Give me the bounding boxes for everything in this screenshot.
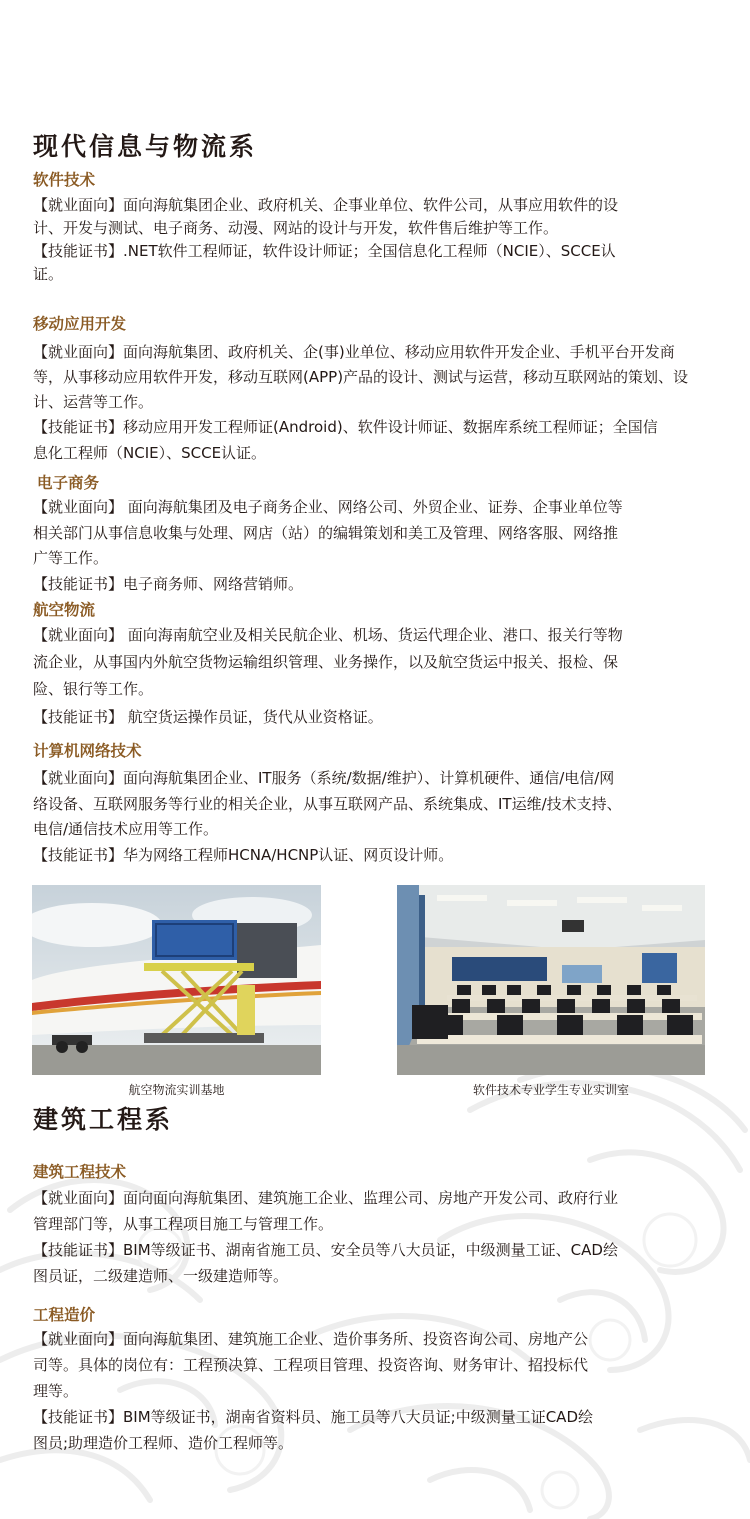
section-title-mobile: 移动应用开发 [33,315,127,333]
section-title-ecommerce: 电子商务 [37,474,100,492]
section-title-networking: 计算机网络技术 [33,742,142,760]
section-line: 【技能证书】电子商务师、网络营销师。 [33,575,304,593]
section-line: 管理部门等，从事工程项目施工与管理工作。 [33,1215,334,1233]
section-line: 流企业，从事国内外航空货物运输组织管理、业务操作，以及航空货运中报关、报检、保 [33,653,619,671]
section-line: 【就业面向】面向海航集团企业、政府机关、企事业单位、软件公司，从事应用软件的设 [33,196,619,214]
section-line: 【就业面向】 面向海南航空业及相关民航企业、机场、货运代理企业、港口、报关行等物 [33,626,623,644]
section-line: 等，从事移动应用软件开发，移动互联网(APP)产品的设计、测试与运营，移动互联网站的策划、设 [33,368,689,386]
section-title-cost: 工程造价 [33,1306,96,1324]
section-line: 【技能证书】移动应用开发工程师证(Android)、软件设计师证、数据库系统工程师证；全国信 [33,418,658,436]
section-line: 【就业面向】 面向海航集团及电子商务企业、网络公司、外贸企业、证券、企事业单位等 [33,498,623,516]
section-line: 【技能证书】华为网络工程师HCNA/HCNP认证、网页设计师。 [33,846,454,864]
photo-caption: 软件技术专业学生专业实训室 [472,1083,629,1097]
section-line: 息化工程师（NCIE）、SCCE认证。 [33,444,267,462]
photo-computer-lab [397,885,705,1075]
section-line: 广等工作。 [33,549,109,567]
section-line: 电信/通信技术应用等工作。 [33,820,219,838]
section-line: 【就业面向】面向海航集团、建筑施工企业、造价事务所、投资咨询公司、房地产公 [33,1330,589,1348]
department-title: 现代信息与物流系 [33,132,258,161]
section-line: 【就业面向】面向海航集团、政府机关、企(事)业单位、移动应用软件开发企业、手机平台开发商 [33,343,675,361]
section-line: 【技能证书】BIM等级证书，湖南省资料员、施工员等八大员证;中级测量工证CAD绘 [33,1408,593,1426]
section-line: 【就业面向】面向海航集团企业、IT服务（系统/数据/维护）、计算机硬件、通信/电信/网 [33,769,615,787]
section-line: 【技能证书】BIM等级证书、湖南省施工员、安全员等八大员证，中级测量工证、CAD绘 [33,1241,618,1259]
photo-air-cargo [32,885,321,1075]
section-line: 【技能证书】 航空货运操作员证，货代从业资格证。 [33,708,383,726]
department-title: 建筑工程系 [33,1105,174,1134]
section-line: 计、开发与测试、电子商务、动漫、网站的设计与开发，软件售后维护等工作。 [33,219,559,237]
section-title-construction: 建筑工程技术 [33,1163,127,1181]
section-title-air-logistics: 航空物流 [33,601,96,619]
section-line: 相关部门从事信息收集与处理、网店（站）的编辑策划和美工及管理、网络客服、网络推 [33,524,619,542]
section-line: 司等。具体的岗位有：工程预决算、工程项目管理、投资咨询、财务审计、招投标代 [33,1356,589,1374]
photo-caption: 航空物流实训基地 [128,1083,225,1097]
section-line: 图员证，二级建造师、一级建造师等。 [33,1267,289,1285]
section-line: 理等。 [33,1382,79,1400]
section-line: 【技能证书】.NET软件工程师证，软件设计师证；全国信息化工程师（NCIE）、SCCE认 [33,242,616,260]
section-title-software: 软件技术 [33,171,96,189]
section-line: 证。 [33,265,64,283]
section-line: 图员;助理造价工程师、造价工程师等。 [33,1434,294,1452]
section-line: 【就业面向】面向面向海航集团、建筑施工企业、监理公司、房地产开发公司、政府行业 [33,1189,619,1207]
section-line: 计、运营等工作。 [33,393,154,411]
section-line: 险、银行等工作。 [33,680,154,698]
section-line: 络设备、互联网服务等行业的相关企业，从事互联网产品、系统集成、IT运维/技术支持、 [33,795,622,813]
